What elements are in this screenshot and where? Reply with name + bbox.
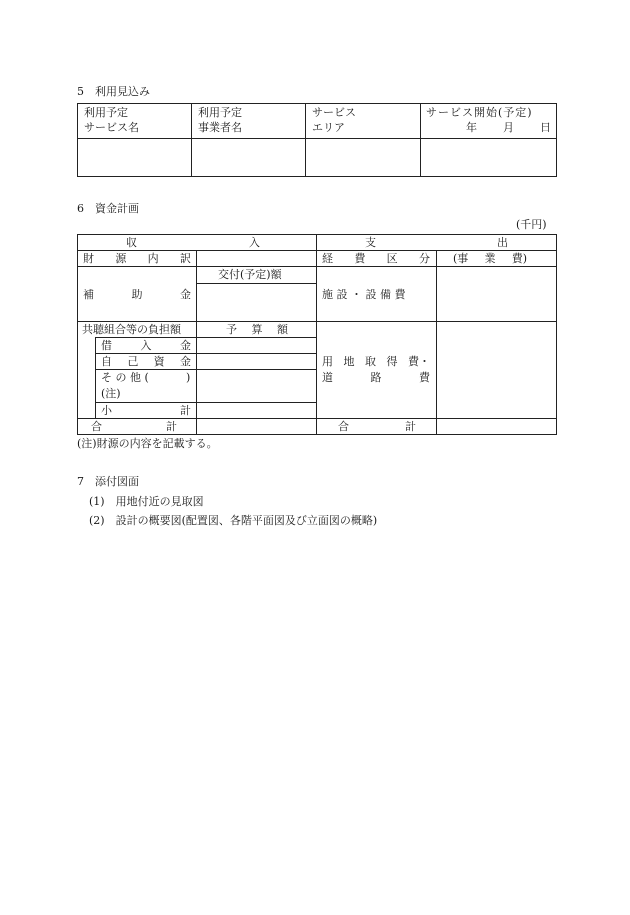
- section6-heading: 6 資金計画: [77, 202, 139, 215]
- cell-start-date-input[interactable]: [421, 139, 556, 176]
- shokei-amount-input[interactable]: [197, 403, 315, 417]
- doro-label: 道 路 費: [322, 371, 430, 384]
- gokei-expense-input[interactable]: [437, 419, 556, 434]
- cell-area-input[interactable]: [306, 139, 419, 176]
- kariire-amount-input[interactable]: [197, 338, 315, 352]
- header-month: 月: [503, 121, 514, 134]
- gokei-right-label: 合 計: [338, 420, 416, 433]
- section7-heading: 7 添付図面: [77, 475, 139, 488]
- header-area-2: エリア: [312, 121, 345, 134]
- yochi-amount-input[interactable]: [437, 322, 556, 417]
- section5-heading: 5 利用見込み: [77, 85, 150, 98]
- yochi-shutoku-label: 用 地 取 得 費・: [322, 355, 430, 368]
- header-service-name-1: 利用予定: [84, 106, 128, 119]
- sonota-label: そ の 他 (: [101, 371, 149, 384]
- header-jigyohi: (事 業 費): [453, 252, 527, 265]
- header-shi: 支: [365, 236, 376, 249]
- header-day: 日: [540, 121, 551, 134]
- sonota-close: ): [186, 371, 191, 384]
- yosangaku-label: 予 算 額: [226, 323, 288, 336]
- header-service-name-2: サービス名: [84, 121, 139, 134]
- chu-label: (注): [101, 387, 121, 400]
- header-start-date: サービス開始(予定): [426, 106, 533, 119]
- attachment-item-2: (2) 設計の概要図(配置図、各階平面図及び立面図の概略): [89, 514, 378, 527]
- hojokin-label: 補 助 金: [83, 288, 191, 301]
- header-provider-2: 事業者名: [198, 121, 242, 134]
- header-area-1: サービス: [312, 106, 356, 119]
- header-shu: 収: [126, 236, 137, 249]
- kyocho-label: 共聴組合等の負担額: [82, 323, 181, 336]
- header-shutsu: 出: [497, 236, 508, 249]
- kofu-yotei-label: 交付(予定)額: [218, 268, 282, 281]
- header-provider-1: 利用予定: [198, 106, 242, 119]
- funding-note: (注)財源の内容を記載する。: [77, 437, 218, 450]
- shokei-label: 小 計: [101, 404, 191, 417]
- gokei-left-label: 合 計: [91, 420, 177, 433]
- sonota-amount-input[interactable]: [197, 370, 315, 401]
- cell-service-name-input[interactable]: [78, 139, 190, 176]
- cell-provider-input[interactable]: [192, 139, 304, 176]
- header-zaigen-uchiwake: 財 源 内 訳: [83, 252, 191, 265]
- hojokin-amount-input[interactable]: [197, 284, 315, 320]
- attachment-item-1: (1) 用地付近の見取図: [89, 495, 204, 508]
- kariire-label: 借 入 金: [101, 339, 191, 352]
- gokei-income-input[interactable]: [197, 419, 315, 434]
- jiko-shikin-label: 自 己 資 金: [101, 355, 191, 368]
- header-nyu: 入: [249, 236, 260, 249]
- shisetsu-label: 施 設 ・ 設 備 費: [322, 288, 406, 301]
- unit-label: (千円): [516, 218, 547, 231]
- shisetsu-amount-input[interactable]: [437, 267, 556, 320]
- jiko-shikin-amount-input[interactable]: [197, 354, 315, 368]
- header-year: 年: [466, 121, 477, 134]
- header-keihi-kubun: 経 費 区 分: [322, 252, 430, 265]
